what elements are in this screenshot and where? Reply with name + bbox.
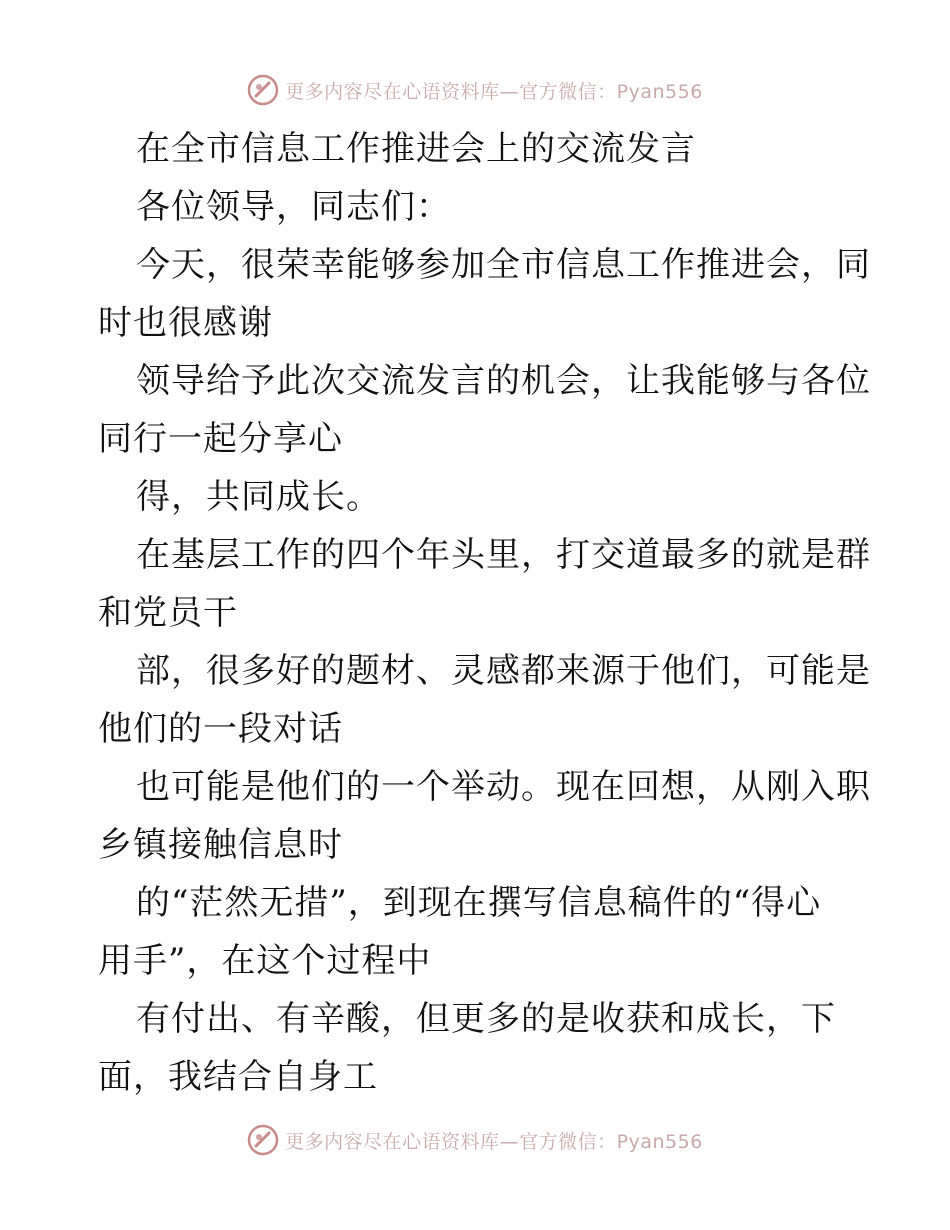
paragraph-line: 的“茫然无措”，到现在撰写信息稿件的“得心 — [136, 883, 822, 923]
footer-watermark — [0, 1120, 950, 1160]
header-watermark — [0, 70, 950, 110]
watermark-text: 更多内容尽在心语资料库—官方微信：Pyan556 — [285, 80, 703, 103]
paragraph-line: 也可能是他们的一个举动。现在回想，从刚入职 — [136, 767, 871, 807]
document-title: 在全市信息工作推进会上的交流发言 — [136, 129, 696, 169]
paragraph-line: 用手”，在这个过程中 — [98, 941, 432, 981]
paragraph-line: 领导给予此次交流发言的机会，让我能够与各位 — [136, 361, 871, 401]
paragraph-line: 乡镇接触信息时 — [98, 825, 343, 865]
paragraph-line: 时也很感谢 — [98, 303, 273, 343]
paragraph-line: 面，我结合自身工 — [98, 1057, 378, 1097]
logo-icon — [247, 1124, 279, 1156]
paragraph-line: 在基层工作的四个年头里，打交道最多的就是群 — [136, 535, 871, 575]
paragraph-line: 有付出、有辛酸，但更多的是收获和成长，下 — [136, 999, 836, 1039]
watermark-text: 更多内容尽在心语资料库—官方微信：Pyan556 — [285, 1130, 703, 1153]
paragraph-line: 今天，很荣幸能够参加全市信息工作推进会，同 — [136, 245, 871, 285]
paragraph-line: 同行一起分享心 — [98, 419, 343, 459]
paragraph-line: 得，共同成长。 — [136, 477, 381, 517]
logo-icon — [247, 74, 279, 106]
paragraph-line: 部，很多好的题材、灵感都来源于他们，可能是 — [136, 651, 871, 691]
paragraph-line: 他们的一段对话 — [98, 709, 343, 749]
paragraph-line: 和党员干 — [98, 593, 238, 633]
salutation: 各位领导，同志们： — [136, 187, 451, 227]
